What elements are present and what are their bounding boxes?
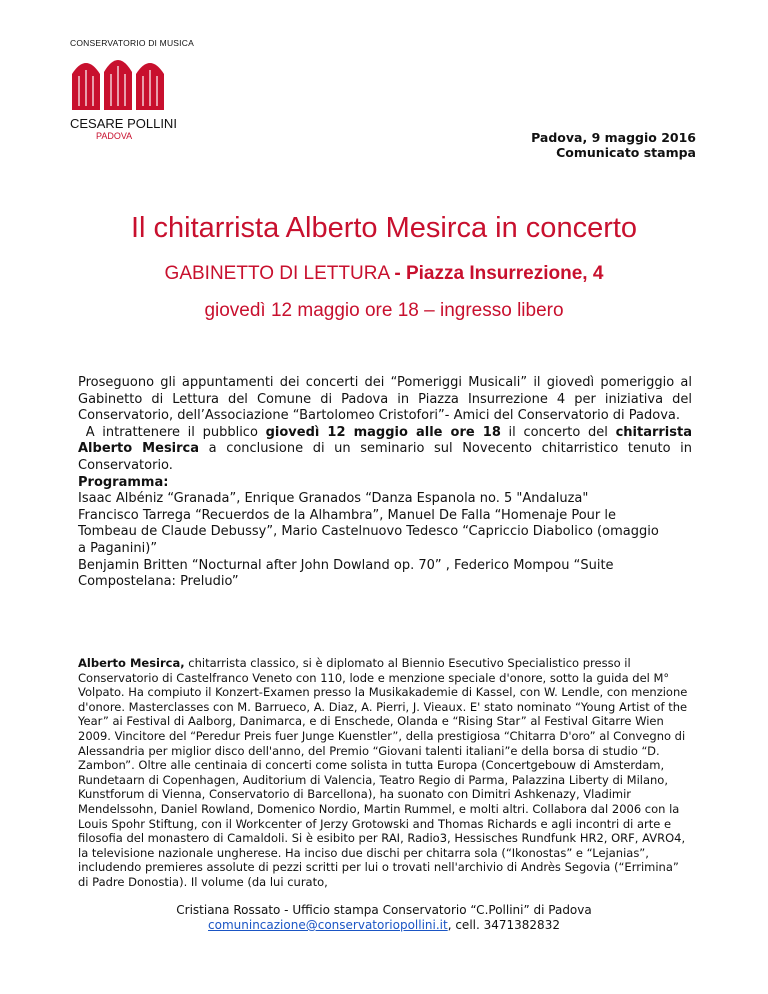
venue-name: GABINETTO DI LETTURA [164,263,390,284]
phone-number: , cell. 3471382832 [447,918,560,932]
concert-paragraph [78,425,692,475]
intro-paragraph: Proseguono gli appuntamenti dei concerti dei “Pomeriggi Musicali” il giovedì pomeriggio al Gabinetto di Lettura del Comune di Padova in Piazza Insurrezione 4 per iniziativa del Conservatorio, dell’Associazione “Bartolomeo Cristofori”- Amici del Conservatorio di Padova. [78,375,692,424]
program-line: Compostelana: Preludio” [78,574,239,590]
bio-name: Alberto Mesirca, [78,656,185,670]
program-line: a Paganini)” [78,540,158,556]
email-link[interactable]: comunincazione@conservatoriopollini.it [208,918,448,932]
organ-pipes-icon [70,54,180,110]
venue-address: - Piazza Insurrezione, 4 [394,263,604,284]
bio-text: chitarrista classico, si è diplomato al Biennio Esecutivo Specialistico presso il Conservatorio di Castelfranco Veneto con 110, lode e menzione speciale d'onore, sotto la guida del M° Volpato. Ha compiuto il Konzert-Examen presso la Musikakademie di Kassel, con W. Lendle, con menzione d'onore. Masterclasses con M. Barrueco, A. Diaz, A. Pierri, J. Vieaux. E' stato nominato “Young Artist of the Year” ai Festival di Aalborg, Danimarca, e di Enschede, Olanda e “Rising Star” al Festival Gitarre Wien 2009. Vincitore del “Peredur Preis fuer Junge Kuenstler”, della prestigiosa “Chitarra D'oro” al Convegno di Alessandria per miglior disco dell'anno, del Premio “Giovani talenti italiani”e della borsa di studio “D. Zambon”. Oltre alle centinaia di concerti come solista in tutta Europa (Concertgebouw di Amsterdam, Rundetaarn di Copenhagen, Auditorium di Valencia, Teatro Regio di Parma, Palazzina Liberty di Milano, Kunstforum di Vienna, Conservatorio di Barcellona), ha suonato con Dimitri Ashkenazy, Vladimir Mendelssohn, Daniel Rowland, Domenico Nordio, Martin Rummel, e molti altri. Collabora dal 2006 con la Louis Spohr Stiftung, con il Workcenter of Jerzy Grotowski and Thomas Richards e agli incontri di arte e filosofia del monastero di Camaldoli. Si è esibito per RAI, Radio3, Hessisches Rundfunk HR2, ORF, AVRO4, la televisione nazionale ungherese. Ha inciso due dischi per chitarra sola (“Ikonostas” e “Lejanias”, includendo premieres assolute di pezzi scritti per lui o trovati nell'archivio di Andrès Segovia (“Errimina” di Padre Donostia). Il volume (da lui curato, [78,656,688,889]
conservatory-logo [70,38,230,141]
concert-date: giovedì 12 maggio alle ore 18 [265,424,501,440]
press-office: Cristiana Rossato - Ufficio stampa Conservatorio “C.Pollini” di Padova [176,903,592,917]
press-date: Padova, 9 maggio 2016 [531,130,696,145]
program-line: Tombeau de Claude Debussy”, Mario Castelnuovo Tedesco “Capriccio Diabolico (omaggio [78,524,659,540]
dateline [531,130,696,160]
performer-name: chitarrista Alberto Mesirca [78,424,692,457]
footer [0,903,768,933]
program-line: Benjamin Britten “Nocturnal after John Dowland op. 70” , Federico Mompou “Suite [78,557,614,573]
contact-line [0,918,768,933]
concert-text-a: A intrattenere il pubblico [85,424,266,440]
program-heading [78,475,692,492]
concert-text-c: il concerto del [500,424,616,440]
logo-top-text: CONSERVATORIO DI MUSICA [70,38,194,48]
intro-section [78,375,692,591]
program-line: Isaac Albéniz “Granada”, Enrique Granados “Danza Espanola no. 5 "Andaluza" [78,491,589,507]
page-title: Il chitarrista Alberto Mesirca in concerto [130,212,638,244]
program-line: Francisco Tarrega “Recuerdos de la Alhambra”, Manuel De Falla “Homenaje Pour le [78,507,616,523]
event-when: giovedì 12 maggio ore 18 – ingresso libero [204,300,564,321]
logo-city: PADOVA [96,131,133,141]
program-label: Programma: [78,474,169,490]
concert-text-e: a conclusione di un seminario sul Novecento chitarristico tenuto in Conservatorio. [78,441,692,473]
press-kind: Comunicato stampa [556,145,696,160]
logo-name: CESARE POLLINI [70,116,177,131]
biography [78,656,692,890]
venue-line [0,263,768,285]
